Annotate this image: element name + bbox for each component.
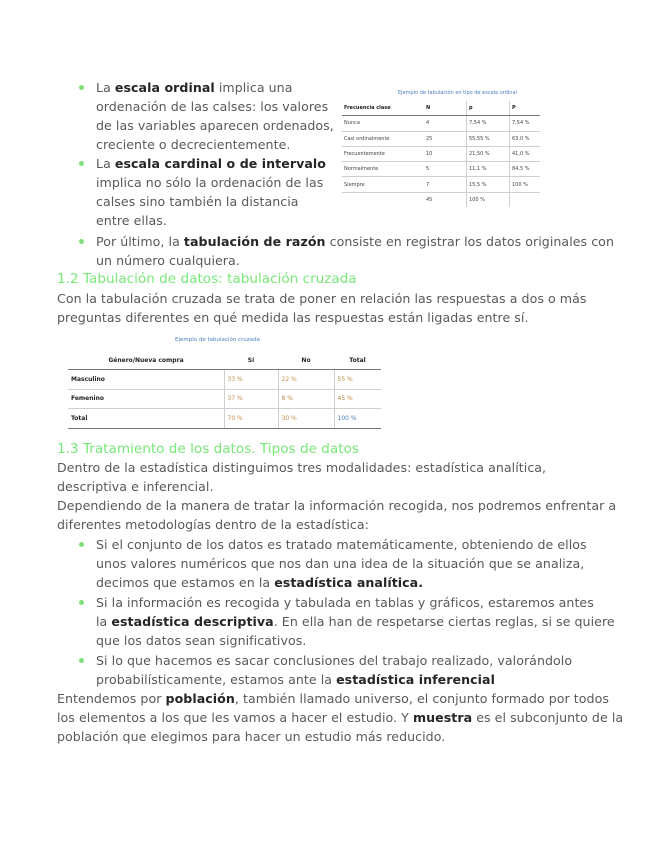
table-cell: 45 % <box>334 389 381 408</box>
text-line: Si lo que hacemos es sacar conclusiones del trabajo realizado, valorándolo <box>96 653 573 668</box>
text-line: La escala ordinal implica una <box>96 80 293 95</box>
table-cell: 10 <box>424 146 467 161</box>
table-row <box>342 192 540 207</box>
table-cell: 70 % <box>224 409 278 428</box>
ordinal-scale-table <box>342 101 540 207</box>
table-cell: 30 % <box>278 409 334 428</box>
table-header: Total <box>334 351 381 370</box>
text-line: Si el conjunto de los datos es tratado matemáticamente, obteniendo de ellos <box>96 537 587 552</box>
table-cell: 7,54 % <box>510 116 541 131</box>
text-line: Por último, la tabulación de razón consiste en registrar los datos originales con <box>96 234 614 249</box>
table-header: N <box>424 101 467 116</box>
table-row <box>342 131 540 146</box>
text-line: la estadística descriptiva. En ella han de respetarse ciertas reglas, si se quiere <box>96 614 615 629</box>
bullet-marker <box>79 600 84 605</box>
text-line: Dependiendo de la manera de tratar la información recogida, nos podremos enfrentar a <box>57 498 617 513</box>
table-row <box>68 370 381 389</box>
table-cell <box>510 192 541 207</box>
table-cell: 100 % <box>510 177 541 192</box>
table-cell: 55 % <box>334 370 381 389</box>
table-row <box>68 409 381 428</box>
text-line: Si la información es recogida y tabulada en tablas y gráficos, estaremos antes <box>96 595 594 610</box>
table-cell: 63,0 % <box>510 131 541 146</box>
text-line: La escala cardinal o de intervalo <box>96 156 326 171</box>
table-cell: 41,0 % <box>510 146 541 161</box>
section-heading: 1.2 Tabulación de datos: tabulación cruzada <box>57 271 357 287</box>
bullet-marker <box>79 658 84 663</box>
table-cell: 25 <box>424 131 467 146</box>
table-row <box>342 116 540 131</box>
text-line: Entendemos por población, también llamado universo, el conjunto formado por todos <box>57 691 609 706</box>
table-cell: 4 <box>424 116 467 131</box>
text-line: entre ellas. <box>96 213 167 228</box>
table-cell: 8 % <box>278 389 334 408</box>
table-header: P <box>510 101 541 116</box>
table-cell: 100 % <box>467 192 510 207</box>
bullet-marker <box>79 542 84 547</box>
table-cell: Siempre <box>342 177 424 192</box>
table-cell: 7 <box>424 177 467 192</box>
text-line: Con la tabulación cruzada se trata de poner en relación las respuestas a dos o más <box>57 291 587 306</box>
text-line: creciente o decrecientemente. <box>96 137 291 152</box>
table-row <box>342 162 540 177</box>
text-line: Dentro de la estadística distinguimos tres modalidades: estadística analítica, <box>57 460 547 475</box>
table-cell <box>342 192 424 207</box>
cross-tabulation-table <box>68 351 381 429</box>
table-cell: 22 % <box>278 370 334 389</box>
text-line: diferentes metodologías dentro de la estadística: <box>57 517 369 532</box>
table-caption: Ejemplo de tabulación cruzada <box>175 337 260 343</box>
table-cell: 7,54 % <box>467 116 510 131</box>
table-row <box>68 389 381 408</box>
table-cell: Casi ordinalmente <box>342 131 424 146</box>
text-line: un número cualquiera. <box>96 253 240 268</box>
table-cell: 33 % <box>224 370 278 389</box>
bullet-marker <box>79 161 84 166</box>
table-cell: Total <box>68 409 224 428</box>
bullet-marker <box>79 239 84 244</box>
table-cell: 84,5 % <box>510 162 541 177</box>
table-cell: Masculino <box>68 370 224 389</box>
table-cell: Normalmente <box>342 162 424 177</box>
section-heading: 1.3 Tratamiento de los datos. Tipos de datos <box>57 441 359 457</box>
table-row <box>342 177 540 192</box>
table-caption: Ejemplo de tabulación en tipo de escala ordinal <box>398 90 517 96</box>
text-line: población que elegimos para hacer un estudio más reducido. <box>57 729 446 744</box>
text-line: de las variables aparecen ordenados, <box>96 118 334 133</box>
text-line: descriptiva e inferencial. <box>57 479 214 494</box>
text-line: decimos que estamos en la estadística analítica. <box>96 575 424 590</box>
text-line: unos valores numéricos que nos dan una idea de la situación que se analiza, <box>96 556 585 571</box>
text-line: preguntas diferentes en qué medida las respuestas están ligadas entre sí. <box>57 310 529 325</box>
text-line: ordenación de las calses: los valores <box>96 99 329 114</box>
text-line: implica no sólo la ordenación de las <box>96 175 324 190</box>
table-cell: 5 <box>424 162 467 177</box>
table-cell: 100 % <box>334 409 381 428</box>
table-cell: 37 % <box>224 389 278 408</box>
text-line: que los datos sean significativos. <box>96 633 307 648</box>
table-header: No <box>278 351 334 370</box>
table-cell: 45 <box>426 196 433 203</box>
table-cell: Nunca <box>342 116 424 131</box>
text-line: los elementos a los que les vamos a hacer el estudio. Y muestra es el subconjunto de la <box>57 710 624 725</box>
table-cell: Femenino <box>68 389 224 408</box>
table-cell: 11,1 % <box>467 162 510 177</box>
table-header: p <box>467 101 510 116</box>
table-cell: 15,5 % <box>467 177 510 192</box>
table-header: Sí <box>224 351 278 370</box>
bullet-marker <box>79 85 84 90</box>
table-header: Género/Nueva compra <box>68 351 224 370</box>
text-line: probabilísticamente, estamos ante la estadística inferencial <box>96 672 495 687</box>
table-cell: 55,55 % <box>467 131 510 146</box>
text-line: calses sino también la distancia <box>96 194 299 209</box>
table-row <box>342 146 540 161</box>
table-cell: 21,50 % <box>467 146 510 161</box>
table-header: Frecuencia clase <box>342 101 424 116</box>
table-cell: Frecuentemente <box>342 146 424 161</box>
